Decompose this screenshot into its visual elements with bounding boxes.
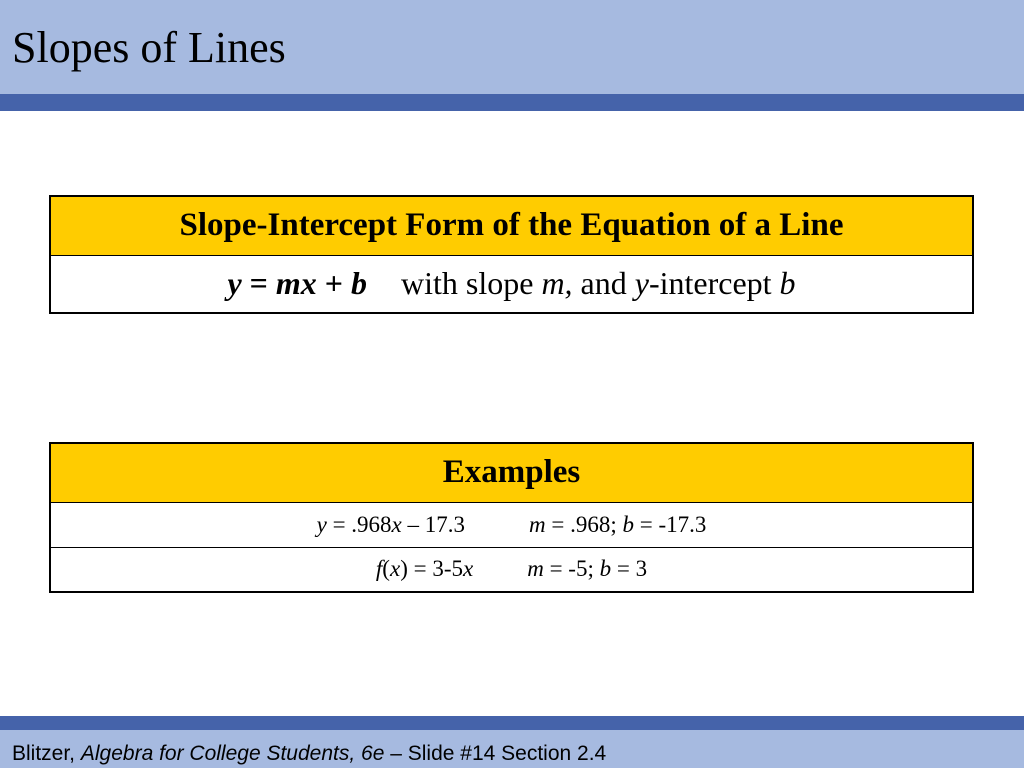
- header-stripe: [0, 94, 1024, 111]
- example-equation: f(x) = 3-5x: [375, 556, 474, 582]
- example-equation: y = .968x – 17.3: [316, 511, 466, 537]
- example-row: [50, 547, 973, 592]
- footer-citation: Blitzer, Algebra for College Students, 6e – Slide #14 Section 2.4: [12, 742, 607, 765]
- examples-header: Examples: [50, 443, 973, 502]
- slope-intercept-definition-table: [49, 195, 974, 314]
- footer-stripe: [0, 716, 1024, 730]
- example-slope-intercept: m = -5; b = 3: [527, 556, 648, 582]
- example-slope-intercept: m = .968; b = -17.3: [529, 511, 707, 537]
- slope-intercept-description: with slope m, and y-intercept b: [401, 265, 796, 302]
- example-row: [50, 502, 973, 547]
- definition-header: Slope-Intercept Form of the Equation of a Line: [50, 196, 973, 255]
- examples-table: [49, 442, 974, 593]
- slope-intercept-equation: y = mx + b: [227, 265, 367, 302]
- definition-row: [50, 255, 973, 313]
- slide-title: Slopes of Lines: [12, 23, 286, 72]
